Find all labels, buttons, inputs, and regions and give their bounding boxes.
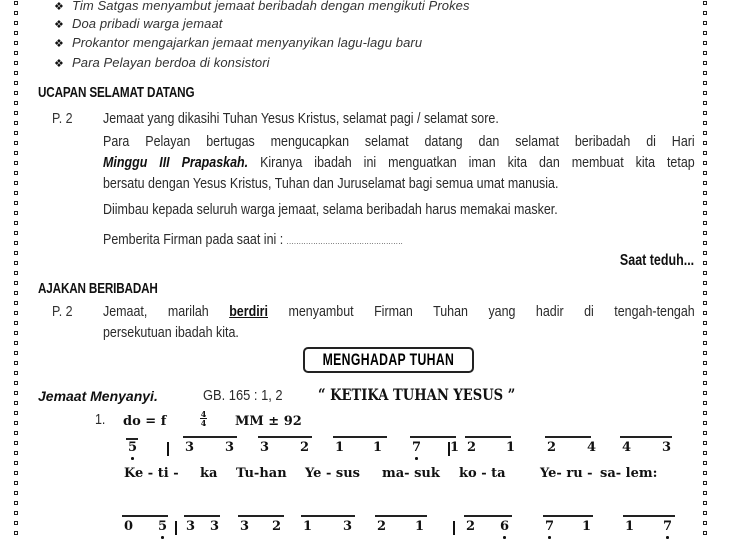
- border-dot: [14, 31, 18, 35]
- border-dot: [703, 201, 707, 205]
- bar-line: [448, 442, 450, 456]
- border-dot: [14, 201, 18, 205]
- border-dot: [14, 291, 18, 295]
- hymn-header: [38, 388, 158, 406]
- section-title: MENGHADAP TUHAN: [322, 350, 455, 369]
- note-digit: 2: [466, 519, 476, 534]
- note-digit: 1: [506, 440, 516, 455]
- word: menyambut Firman Tuhan yang hadir di tengah-tengah: [288, 304, 695, 320]
- border-dot: [703, 1, 707, 5]
- bar-line: [453, 521, 455, 535]
- border-dot: [703, 521, 707, 525]
- sunday-name: Minggu III Prapaskah.: [103, 155, 249, 171]
- border-dot: [14, 141, 18, 145]
- border-dot: [703, 131, 707, 135]
- border-dot: [14, 461, 18, 465]
- border-dot: [14, 151, 18, 155]
- border-dot: [703, 251, 707, 255]
- border-dot: [14, 341, 18, 345]
- preacher-blank: ................................................: [286, 237, 404, 246]
- border-dot: [703, 91, 707, 95]
- border-dot: [14, 181, 18, 185]
- beam-line: [465, 436, 511, 438]
- lyric-syllable: ma- suk: [382, 466, 440, 481]
- welcome-paragraph-line: [103, 155, 695, 171]
- border-dot: [14, 251, 18, 255]
- lower-octave-dot: [503, 536, 506, 539]
- border-dot: [703, 341, 707, 345]
- bullet-text: Prokantor mengajarkan jemaat menyanyikan lagu-lagu baru: [71, 35, 423, 50]
- paragraph-text: [103, 304, 695, 320]
- border-dot: [14, 301, 18, 305]
- note-digit: 2: [547, 440, 557, 455]
- border-dot: [14, 311, 18, 315]
- verse-number: 1.: [95, 412, 106, 428]
- welcome-paragraph-line: [103, 134, 695, 150]
- beam-line: [623, 515, 675, 517]
- bullet-item: [54, 35, 422, 50]
- note-digit: 5: [158, 519, 168, 534]
- invitation-line: [103, 304, 695, 320]
- border-dot: [14, 121, 18, 125]
- beam-line: [410, 436, 456, 438]
- border-dot: [703, 211, 707, 215]
- bullet-text: Tim Satgas menyambut jemaat beribadah dengan mengikuti Prokes: [71, 0, 470, 13]
- note-digit: 0: [124, 519, 134, 534]
- tempo-mark: MM ± 92: [235, 414, 302, 429]
- border-dot: [703, 401, 707, 405]
- border-dot: [703, 391, 707, 395]
- border-dot: [703, 151, 707, 155]
- border-dot: [703, 121, 707, 125]
- border-dot: [14, 331, 18, 335]
- four-diamond-icon: ❖: [54, 1, 64, 13]
- time-signature: [200, 410, 207, 427]
- beam-line: [301, 515, 355, 517]
- lyric-syllable: Ye- ru -: [540, 466, 593, 481]
- note-digit: 1: [373, 440, 383, 455]
- beam-line: [333, 436, 387, 438]
- beam-line: [184, 515, 220, 517]
- border-dot: [14, 451, 18, 455]
- lower-octave-dot: [161, 536, 164, 539]
- border-dot: [703, 191, 707, 195]
- note-digit: 4: [587, 440, 597, 455]
- border-dot: [14, 191, 18, 195]
- border-dot: [703, 441, 707, 445]
- border-dot: [703, 161, 707, 165]
- section-heading-invitation: AJAKAN BERIBADAH: [38, 280, 158, 297]
- lyric-syllable: Ye - sus: [305, 466, 360, 481]
- note-digit: 1: [335, 440, 345, 455]
- hymn-reference: GB. 165 : 1, 2: [203, 387, 283, 404]
- note-digit: 3: [210, 519, 220, 534]
- border-dot: [14, 61, 18, 65]
- border-dot: [14, 531, 18, 535]
- border-dot: [703, 291, 707, 295]
- note-digit: 1: [415, 519, 425, 534]
- border-dot: [703, 431, 707, 435]
- hymn-label: Jemaat Menyanyi.: [38, 388, 158, 404]
- section-title-box: [303, 347, 474, 373]
- key-signature: do = f: [123, 414, 167, 429]
- border-dot: [14, 321, 18, 325]
- border-dot: [14, 161, 18, 165]
- border-dot: [703, 471, 707, 475]
- border-dot: [703, 281, 707, 285]
- border-dot: [703, 221, 707, 225]
- note-digit: 1: [303, 519, 313, 534]
- note-digit: 5: [128, 440, 138, 455]
- beam-line: [122, 515, 168, 517]
- bullet-item: [54, 0, 470, 13]
- border-dot: [14, 221, 18, 225]
- border-dot: [703, 361, 707, 365]
- section-heading-welcome: UCAPAN SELAMAT DATANG: [38, 84, 195, 101]
- lower-octave-dot: [131, 457, 134, 460]
- border-dot: [703, 511, 707, 515]
- note-digit: 1: [450, 440, 460, 455]
- border-dot: [703, 31, 707, 35]
- bullet-item: [54, 55, 270, 70]
- note-digit: 2: [272, 519, 282, 534]
- border-dot: [14, 271, 18, 275]
- beam-line: [545, 436, 591, 438]
- page-border-left: [14, 0, 20, 536]
- border-dot: [14, 211, 18, 215]
- note-digit: 3: [225, 440, 235, 455]
- note-digit: 3: [260, 440, 270, 455]
- border-dot: [14, 521, 18, 525]
- border-dot: [14, 491, 18, 495]
- lower-octave-dot: [548, 536, 551, 539]
- border-dot: [703, 41, 707, 45]
- welcome-paragraph-line: bersatu dengan Yesus Kristus, Tuhan dan Juruselamat bagi semua umat manusia.: [103, 176, 559, 192]
- note-digit: 3: [240, 519, 250, 534]
- beam-line: [464, 515, 512, 517]
- note-digit: 4: [622, 440, 632, 455]
- note-digit: 3: [662, 440, 672, 455]
- border-dot: [703, 321, 707, 325]
- border-dot: [14, 431, 18, 435]
- lyric-syllable: sa- lem:: [600, 466, 658, 481]
- bullet-item: [54, 16, 223, 31]
- border-dot: [14, 11, 18, 15]
- border-dot: [14, 351, 18, 355]
- border-dot: [703, 461, 707, 465]
- silence-label: Saat teduh...: [619, 252, 694, 269]
- bullet-text: Doa pribadi warga jemaat: [71, 16, 223, 31]
- note-digit: 1: [582, 519, 592, 534]
- note-digit: 3: [186, 519, 196, 534]
- border-dot: [703, 111, 707, 115]
- lyric-syllable: Tu-han: [236, 466, 287, 481]
- note-digit: 3: [343, 519, 353, 534]
- border-dot: [14, 231, 18, 235]
- border-dot: [703, 181, 707, 185]
- beam-line: [258, 436, 312, 438]
- border-dot: [14, 361, 18, 365]
- border-dot: [14, 281, 18, 285]
- preacher-label: Pemberita Firman pada saat ini :: [103, 232, 284, 248]
- border-dot: [14, 501, 18, 505]
- border-dot: [14, 411, 18, 415]
- border-dot: [703, 531, 707, 535]
- mask-notice: Diimbau kepada seluruh warga jemaat, selama beribadah harus memakai masker.: [103, 202, 558, 218]
- border-dot: [14, 471, 18, 475]
- border-dot: [703, 61, 707, 65]
- border-dot: [14, 41, 18, 45]
- border-dot: [14, 401, 18, 405]
- note-digit: 2: [467, 440, 477, 455]
- page-border-right: [703, 0, 709, 536]
- speaker-label: P. 2: [52, 111, 73, 127]
- border-dot: [703, 481, 707, 485]
- border-dot: [703, 101, 707, 105]
- border-dot: [703, 21, 707, 25]
- border-dot: [14, 51, 18, 55]
- paragraph-text: Para Pelayan bertugas mengucapkan selamat datang dan selamat beribadah di Hari: [103, 134, 695, 150]
- border-dot: [703, 491, 707, 495]
- note-digit: 1: [625, 519, 635, 534]
- beam-line: [620, 436, 672, 438]
- border-dot: [14, 1, 18, 5]
- word: Jemaat,: [103, 304, 148, 320]
- note-digit: 7: [663, 519, 673, 534]
- border-dot: [703, 421, 707, 425]
- border-dot: [14, 511, 18, 515]
- border-dot: [703, 51, 707, 55]
- note-digit: 6: [500, 519, 510, 534]
- beam-line: [126, 438, 138, 440]
- border-dot: [703, 351, 707, 355]
- note-digit: 7: [412, 440, 422, 455]
- border-dot: [14, 101, 18, 105]
- border-dot: [14, 371, 18, 375]
- lyric-syllable: ko - ta: [459, 466, 506, 481]
- border-dot: [14, 91, 18, 95]
- border-dot: [14, 441, 18, 445]
- paragraph-text: [103, 155, 695, 171]
- paragraph-text: Kiranya ibadah ini menguatkan iman kita dan membuat kita tetap: [260, 155, 695, 171]
- note-digit: 2: [377, 519, 387, 534]
- preacher-line: [103, 232, 403, 248]
- lower-octave-dot: [666, 536, 669, 539]
- word: marilah: [167, 304, 209, 320]
- border-dot: [703, 241, 707, 245]
- border-dot: [703, 11, 707, 15]
- border-dot: [703, 301, 707, 305]
- border-dot: [14, 171, 18, 175]
- border-dot: [703, 381, 707, 385]
- speaker-label: P. 2: [52, 304, 73, 320]
- time-sig-top: 4: [200, 409, 207, 419]
- border-dot: [14, 421, 18, 425]
- note-digit: 3: [185, 440, 195, 455]
- note-digit: 2: [300, 440, 310, 455]
- border-dot: [703, 411, 707, 415]
- beam-line: [375, 515, 427, 517]
- invitation-line: persekutuan ibadah kita.: [103, 325, 239, 341]
- border-dot: [14, 391, 18, 395]
- border-dot: [14, 481, 18, 485]
- beam-line: [183, 436, 237, 438]
- border-dot: [703, 261, 707, 265]
- note-digit: 7: [545, 519, 555, 534]
- hymn-title: “ KETIKA TUHAN YESUS ”: [318, 385, 516, 404]
- four-diamond-icon: ❖: [54, 58, 64, 70]
- border-dot: [14, 131, 18, 135]
- border-dot: [14, 71, 18, 75]
- border-dot: [14, 81, 18, 85]
- border-dot: [703, 231, 707, 235]
- bar-line: [167, 442, 169, 456]
- four-diamond-icon: ❖: [54, 19, 64, 31]
- border-dot: [14, 261, 18, 265]
- border-dot: [703, 171, 707, 175]
- time-sig-bottom: 4: [200, 418, 207, 428]
- border-dot: [703, 71, 707, 75]
- border-dot: [14, 21, 18, 25]
- border-dot: [703, 81, 707, 85]
- border-dot: [14, 111, 18, 115]
- beam-line: [543, 515, 593, 517]
- lower-octave-dot: [415, 457, 418, 460]
- border-dot: [703, 371, 707, 375]
- border-dot: [14, 381, 18, 385]
- border-dot: [14, 241, 18, 245]
- lyric-syllable: ka: [200, 466, 218, 481]
- border-dot: [703, 271, 707, 275]
- bar-line: [175, 521, 177, 535]
- beam-line: [238, 515, 284, 517]
- border-dot: [703, 451, 707, 455]
- border-dot: [703, 501, 707, 505]
- lyric-syllable: Ke - ti -: [124, 466, 179, 481]
- border-dot: [703, 141, 707, 145]
- stand-instruction: berdiri: [229, 304, 268, 320]
- border-dot: [703, 311, 707, 315]
- welcome-line: Jemaat yang dikasihi Tuhan Yesus Kristus, selamat pagi / selamat sore.: [103, 111, 499, 127]
- four-diamond-icon: ❖: [54, 38, 64, 50]
- bullet-text: Para Pelayan berdoa di konsistori: [71, 55, 270, 70]
- border-dot: [703, 331, 707, 335]
